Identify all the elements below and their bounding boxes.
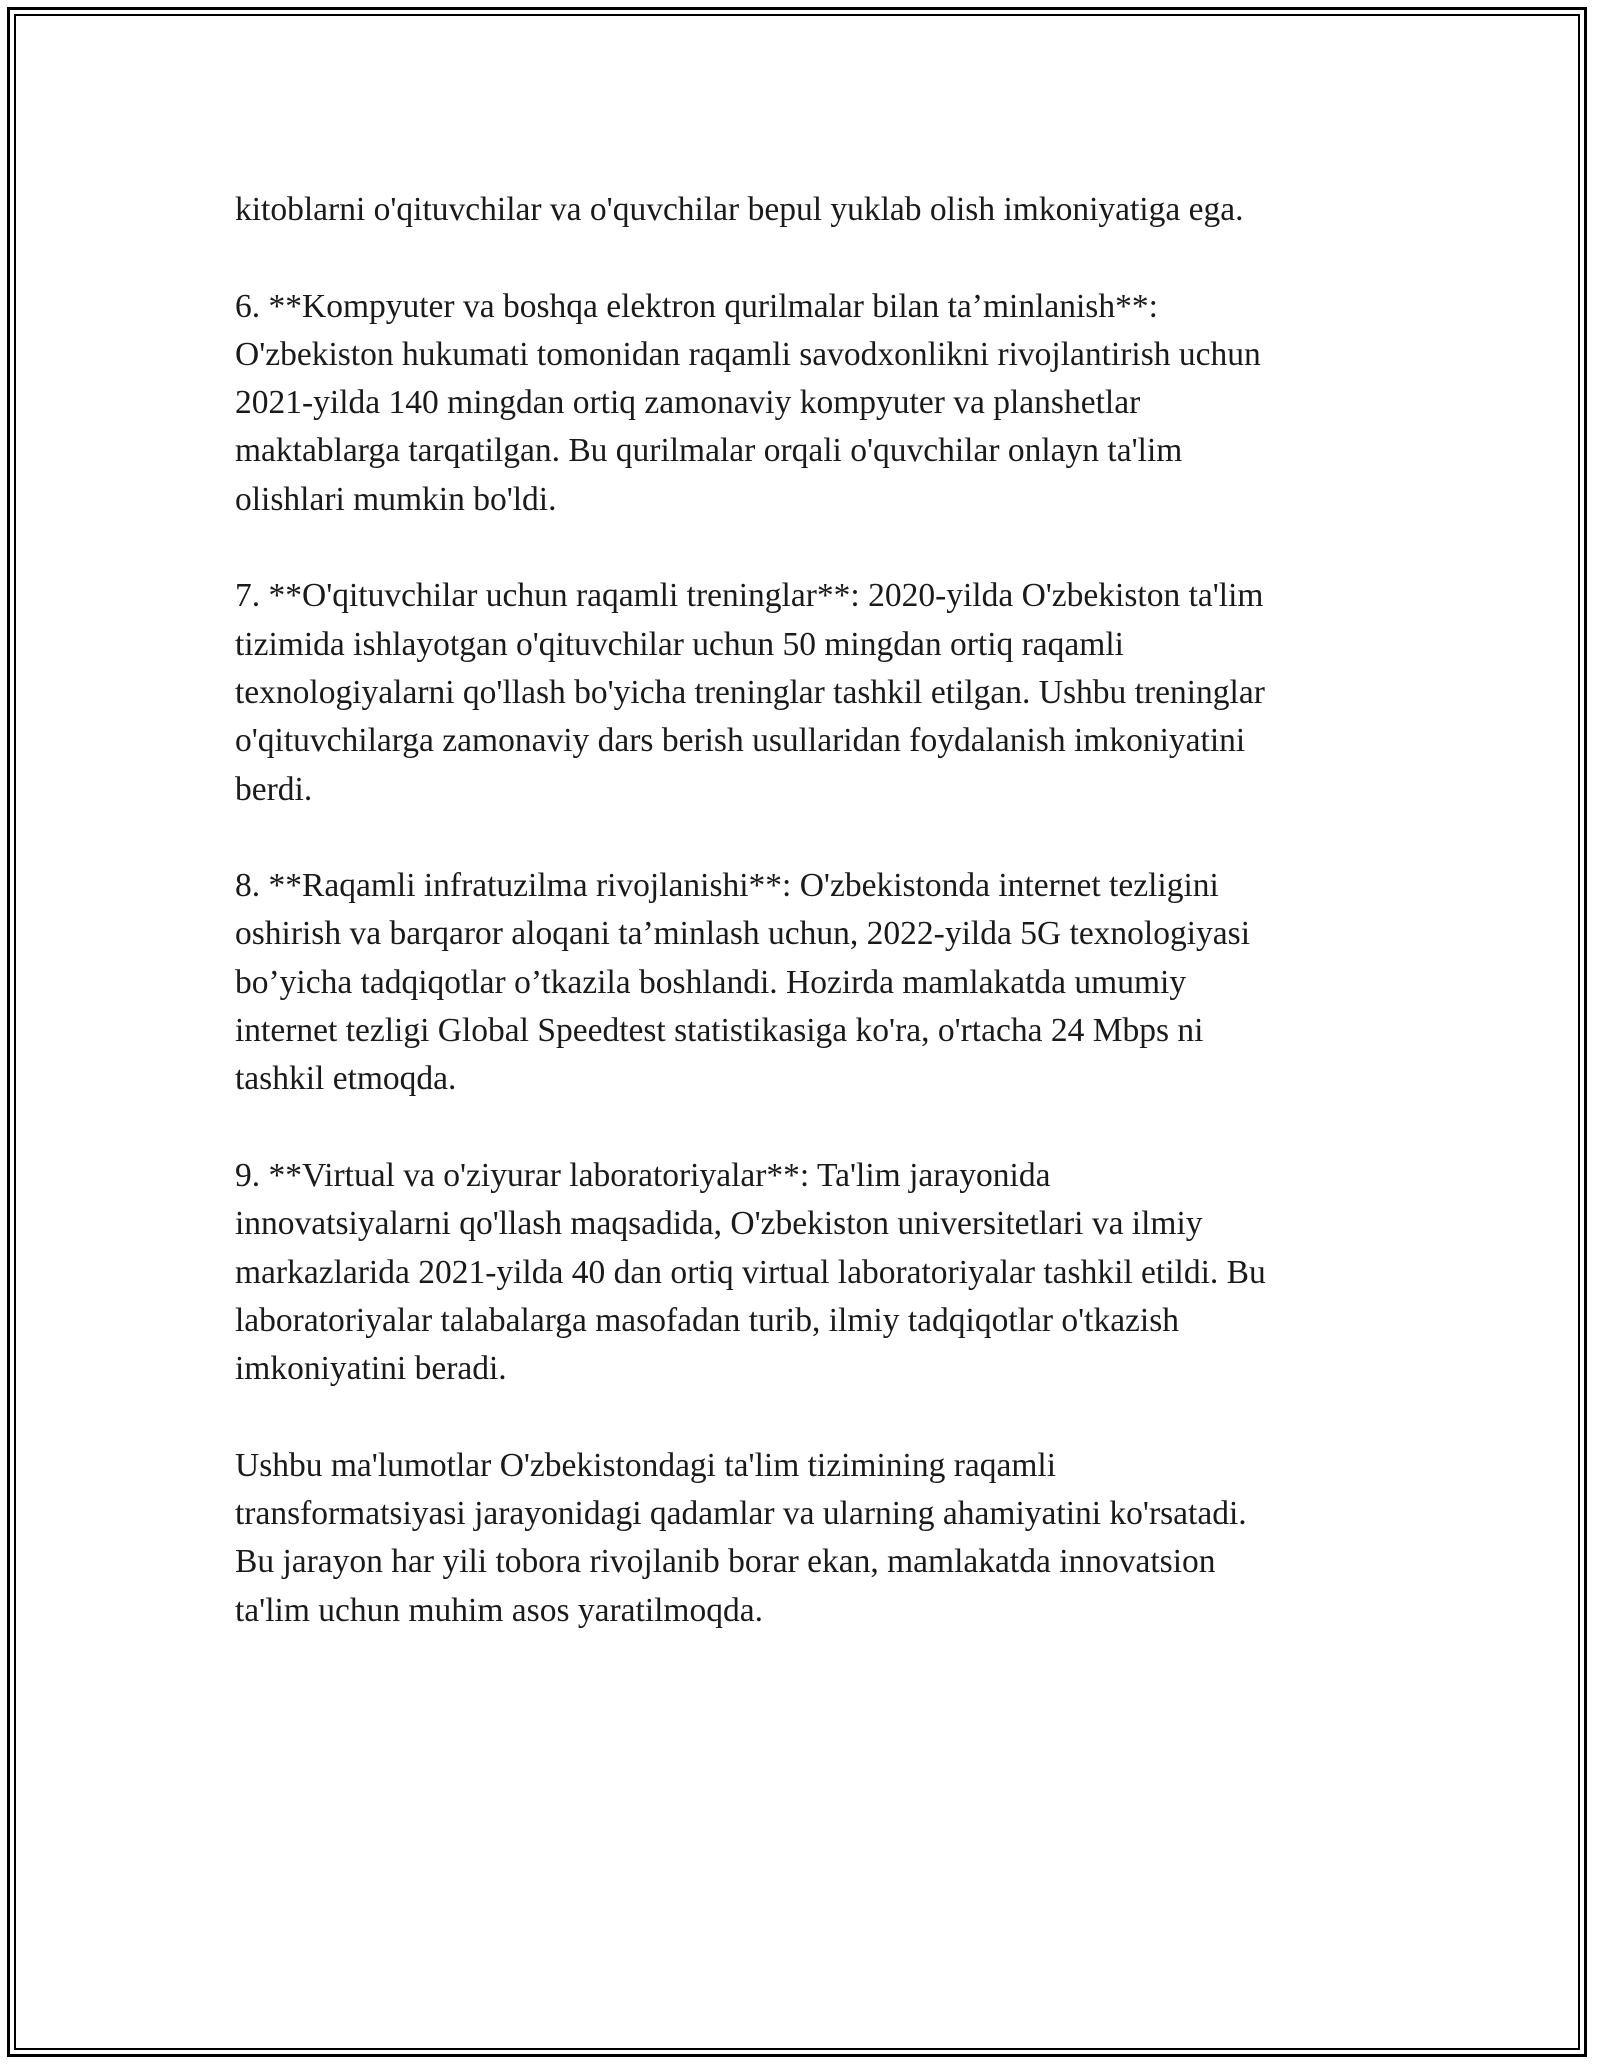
paragraph-item-9: 9. **Virtual va o'ziyurar laboratoriyalar**: Ta'lim jarayonida innovatsiyalarni qo'llash maqsadida, O'zbekiston universitetlari va ilmiy markazlarida 2021-yilda 40 dan ortiq virtual laboratoriyalar tashkil etildi. Bu laboratoriyalar talabalarga masofadan turib, ilmiy tadqiqotlar o'tkazish imkoniyatini beradi. — [235, 1156, 1266, 1388]
document-body — [235, 186, 1385, 1683]
paragraph-item-7: 7. **O'qituvchilar uchun raqamli treninglar**: 2020-yilda O'zbekiston ta'lim tizimida ishlayotgan o'qituvchilar uchun 50 mingdan ortiq raqamli texnologiyalarni qo'llash bo'yicha treninglar tashkil etilgan. Ushbu treninglar o'qituvchilarga zamonaviy dars berish usullaridan foydalanish imkoniyatini berdi. — [235, 577, 1265, 808]
paragraph-conclusion: Ushbu ma'lumotlar O'zbekistondagi ta'lim tizimining raqamli transformatsiyasi jarayonidagi qadamlar va ularning ahamiyatini ko'rsatadi. Bu jarayon har yili tobora rivojlanib borar ekan, mamlakatda innovatsion ta'lim uchun muhim asos yaratilmoqda. — [235, 1446, 1247, 1629]
paragraph-item-8: 8. **Raqamli infratuzilma rivojlanishi**: O'zbekistonda internet tezligini oshirish va barqaror aloqani ta’minlash uchun, 2022-yilda 5G texnologiyasi bo’yicha tadqiqotlar o’tkazila boshlandi. Hozirda mamlakatda umumiy internet tezligi Global Speedtest statistikasiga ko'ra, o'rtacha 24 Mbps ni tashkil etmoqda. — [235, 867, 1251, 1098]
paragraph-continuation: kitoblarni o'qituvchilar va o'quvchilar bepul yuklab olish imkoniyatiga ega. — [235, 191, 1244, 228]
paragraph-item-6: 6. **Kompyuter va boshqa elektron qurilmalar bilan ta’minlanish**: O'zbekiston hukumati tomonidan raqamli savodxonlikni rivojlantirish uchun 2021-yilda 140 mingdan ortiq zamonaviy kompyuter va planshetlar maktablarga tarqatilgan. Bu qurilmalar orqali o'quvchilar onlayn ta'lim olishlari mumkin bo'ldi. — [235, 287, 1261, 518]
